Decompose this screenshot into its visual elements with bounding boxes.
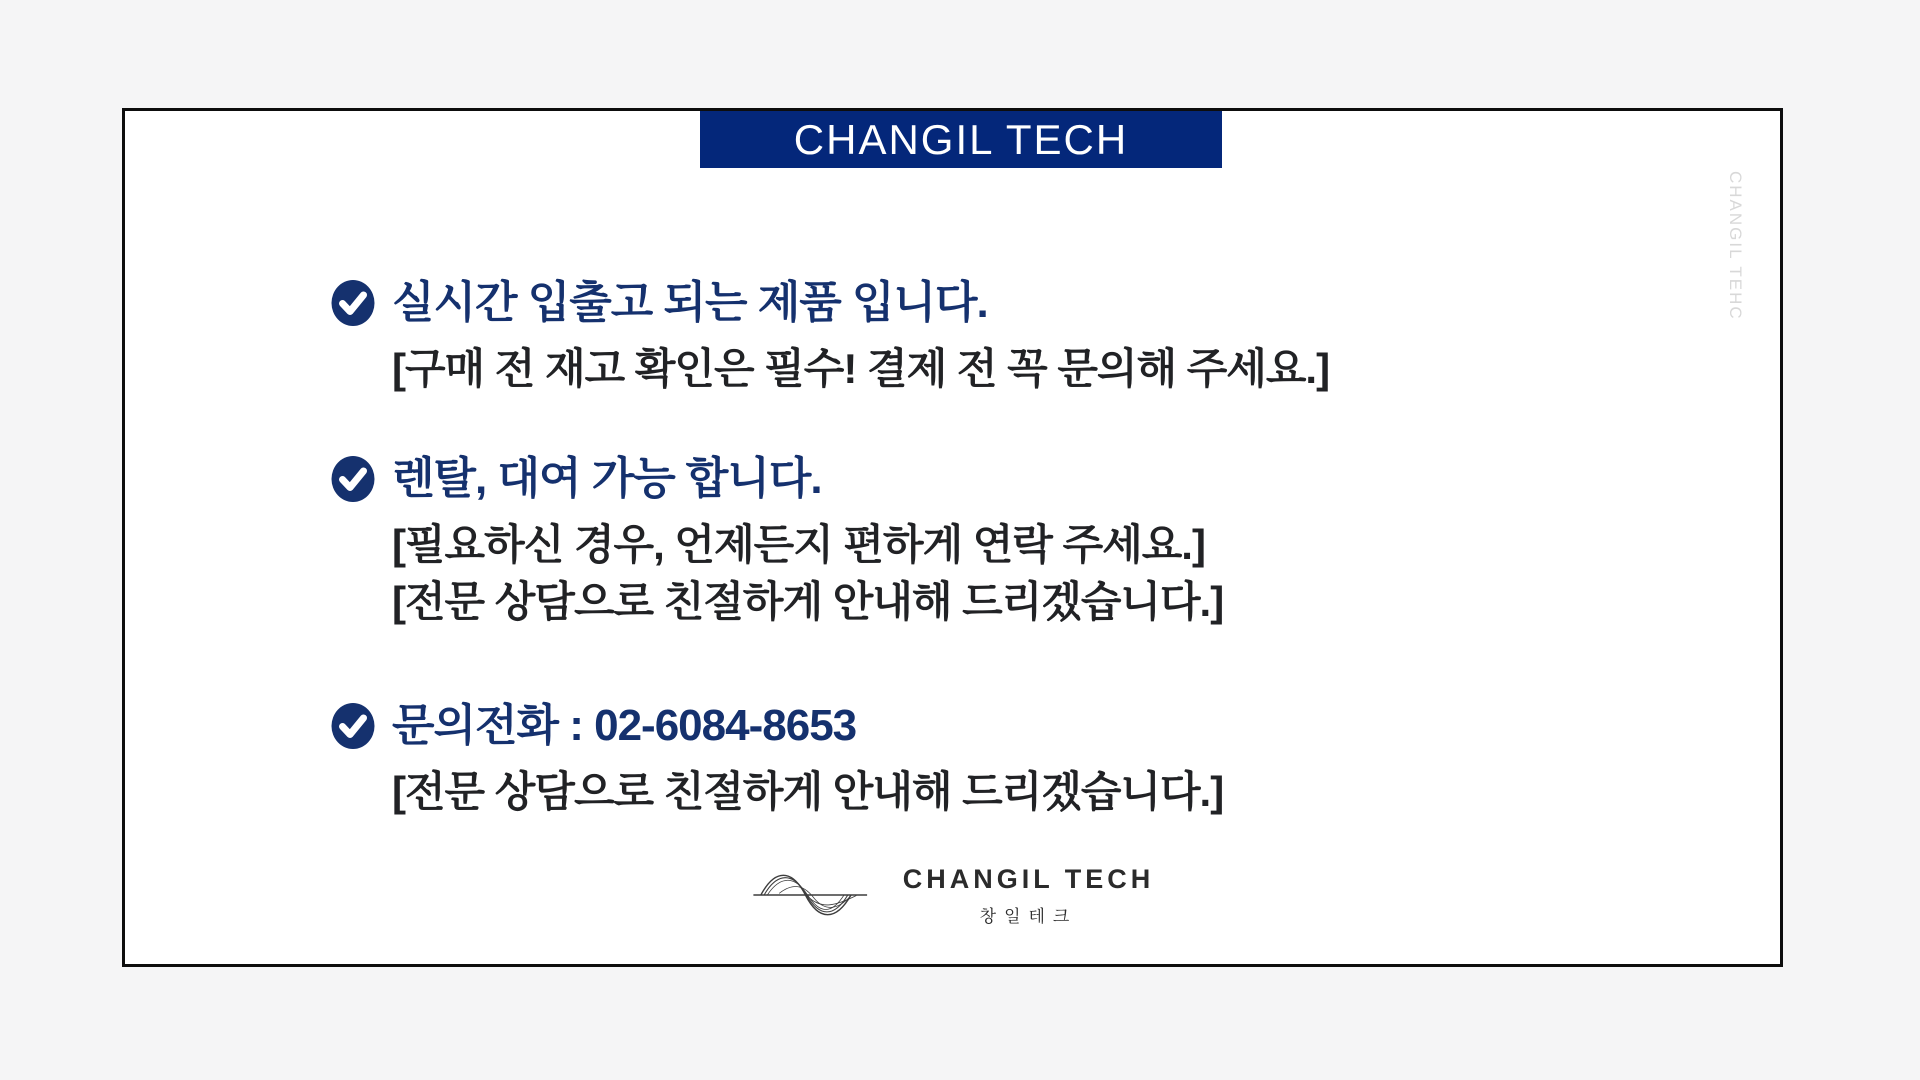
check-circle-icon — [330, 456, 376, 502]
notice-subline: [구매 전 재고 확인은 필수! 결제 전 꼭 문의해 주세요.] — [392, 345, 1330, 392]
notice-sublines — [330, 340, 1630, 397]
notice-content — [330, 275, 1630, 874]
notice-heading: 렌탈, 대여 가능 합니다. — [392, 454, 822, 503]
check-circle-icon — [330, 280, 376, 326]
vertical-watermark: CHANGIL TEHC — [1726, 171, 1745, 321]
logo-name: CHANGIL TECH — [902, 863, 1155, 894]
page-title: CHANGIL TECH — [793, 115, 1129, 163]
notice-item — [330, 451, 1630, 630]
notice-heading: 문의전화 : 02-6084-8653 — [392, 701, 857, 750]
notice-sublines — [330, 763, 1630, 820]
notice-subline: [전문 상담으로 친절하게 안내해 드리겠습니다.] — [392, 578, 1224, 625]
notice-subline: [전문 상담으로 친절하게 안내해 드리겠습니다.] — [392, 768, 1224, 815]
notice-item — [330, 698, 1630, 820]
check-circle-icon — [330, 703, 376, 749]
notice-subline: [필요하신 경우, 언제든지 편하게 연락 주세요.] — [392, 521, 1205, 568]
notice-card — [122, 108, 1783, 967]
notice-item — [330, 275, 1630, 397]
logo-text-block — [903, 864, 1155, 927]
notice-sublines — [330, 516, 1630, 630]
notice-heading: 실시간 입출고 되는 제품 입니다. — [392, 278, 988, 327]
title-band — [700, 111, 1222, 168]
notice-heading-row — [330, 451, 1630, 507]
notice-heading-row — [330, 698, 1630, 754]
footer-logo — [751, 863, 1155, 927]
wave-logo-icon — [751, 863, 869, 927]
logo-korean-name: 창일테크 — [979, 906, 1078, 926]
notice-heading-row — [330, 275, 1630, 331]
